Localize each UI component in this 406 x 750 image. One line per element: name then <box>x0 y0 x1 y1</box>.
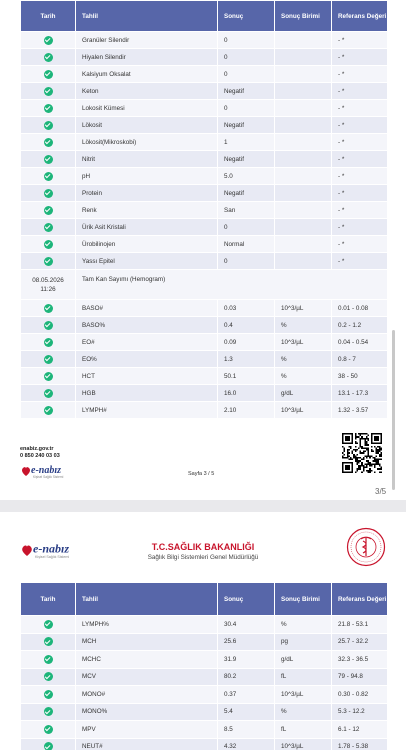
lab-results-table-page4 <box>20 582 388 750</box>
header-result: Sonuç <box>218 1 274 31</box>
status-cell <box>21 721 75 738</box>
header-date: Tarih <box>21 1 75 31</box>
status-cell <box>21 334 75 350</box>
check-circle-icon <box>44 223 53 232</box>
cell-ref: - * <box>332 202 387 218</box>
cell-result: 0 <box>218 253 274 269</box>
ministry-subtitle: Sağlık Bilgi Sistemleri Genel Müdürlüğü <box>147 554 259 561</box>
status-cell <box>21 134 75 150</box>
cell-unit: % <box>275 351 331 367</box>
cell-result: Negatif <box>218 83 274 99</box>
cell-unit: fL <box>275 721 331 738</box>
status-cell <box>21 32 75 48</box>
cell-ref: 0.2 - 1.2 <box>332 317 387 333</box>
check-circle-icon <box>44 304 53 313</box>
enabiz-logo-icon <box>20 463 84 479</box>
check-circle-icon <box>44 172 53 181</box>
cell-test: BASO% <box>76 317 217 333</box>
status-cell <box>21 634 75 651</box>
status-cell <box>21 49 75 65</box>
status-cell <box>21 117 75 133</box>
status-cell <box>21 253 75 269</box>
header-unit: Sonuç Birimi <box>275 583 331 615</box>
table-row <box>21 634 387 651</box>
status-cell <box>21 202 75 218</box>
status-cell <box>21 300 75 316</box>
status-cell <box>21 66 75 82</box>
cell-test: LYMPH# <box>76 402 217 418</box>
check-circle-icon <box>44 690 53 699</box>
table-row <box>21 334 387 350</box>
table-row <box>21 721 387 738</box>
cell-unit: % <box>275 317 331 333</box>
check-circle-icon <box>44 87 53 96</box>
cell-result: 30.4 <box>218 616 274 633</box>
status-cell <box>21 616 75 633</box>
table-row <box>21 185 387 201</box>
table-row <box>21 253 387 269</box>
cell-test: MONO% <box>76 704 217 721</box>
cell-test: Hiyalen Silendir <box>76 49 217 65</box>
group-time: 11:26 <box>40 285 56 293</box>
status-cell <box>21 236 75 252</box>
cell-unit <box>275 185 331 201</box>
cell-result: 0.03 <box>218 300 274 316</box>
table-row <box>21 151 387 167</box>
check-circle-icon <box>44 725 53 734</box>
cell-unit: pg <box>275 634 331 651</box>
cell-test: pH <box>76 168 217 184</box>
qr-code-icon <box>342 433 382 473</box>
check-circle-icon <box>44 372 53 381</box>
check-circle-icon <box>44 189 53 198</box>
cell-test: Granüler Silendir <box>76 32 217 48</box>
check-circle-icon <box>44 389 53 398</box>
cell-test: Lökosit(Mikroskobi) <box>76 134 217 150</box>
cell-test: Ürobilinojen <box>76 236 217 252</box>
cell-result: 16.0 <box>218 385 274 401</box>
table-row <box>21 385 387 401</box>
check-circle-icon <box>44 70 53 79</box>
check-circle-icon <box>44 672 53 681</box>
cell-test: MCV <box>76 669 217 686</box>
cell-ref: - * <box>332 185 387 201</box>
table-row <box>21 117 387 133</box>
cell-test: Protein <box>76 185 217 201</box>
check-circle-icon <box>44 53 53 62</box>
status-cell <box>21 151 75 167</box>
cell-unit <box>275 134 331 150</box>
cell-unit: % <box>275 368 331 384</box>
cell-result: 50.1 <box>218 368 274 384</box>
cell-result: 8.5 <box>218 721 274 738</box>
table-row <box>21 402 387 418</box>
cell-unit <box>275 219 331 235</box>
cell-result: 0 <box>218 49 274 65</box>
cell-result: Normal <box>218 236 274 252</box>
cell-test: BASO# <box>76 300 217 316</box>
cell-ref: - * <box>332 253 387 269</box>
cell-test: LYMPH% <box>76 616 217 633</box>
table-row <box>21 100 387 116</box>
table-row <box>21 134 387 150</box>
cell-test: HGB <box>76 385 217 401</box>
cell-result: 5.0 <box>218 168 274 184</box>
cell-test: Lökosit <box>76 117 217 133</box>
cell-result: 0.4 <box>218 317 274 333</box>
table-row <box>21 686 387 703</box>
table-row <box>21 669 387 686</box>
cell-result: Negatif <box>218 117 274 133</box>
logo-wordmark: e-nabız <box>33 541 69 556</box>
table-row <box>21 66 387 82</box>
cell-test: Yassı Epitel <box>76 253 217 269</box>
ministry-emblem-icon <box>346 527 386 567</box>
table-row <box>21 368 387 384</box>
table-row <box>21 83 387 99</box>
cell-unit: 10^3/µL <box>275 402 331 418</box>
cell-ref: 0.01 - 0.08 <box>332 300 387 316</box>
header-test: Tahlil <box>76 1 217 31</box>
check-circle-icon <box>44 620 53 629</box>
cell-ref: 25.7 - 32.2 <box>332 634 387 651</box>
footer-contact <box>20 446 84 484</box>
logo-wordmark: e-nabız <box>31 465 61 476</box>
check-circle-icon <box>44 637 53 646</box>
cell-ref: 1.32 - 3.57 <box>332 402 387 418</box>
check-circle-icon <box>44 257 53 266</box>
cell-test: Lokosit Kümesi <box>76 100 217 116</box>
cell-ref: 13.1 - 17.3 <box>332 385 387 401</box>
cell-result: Sarı <box>218 202 274 218</box>
check-circle-icon <box>44 104 53 113</box>
table-row <box>21 351 387 367</box>
footer-phone: 0 850 240 03 03 <box>20 453 60 459</box>
cell-ref: - * <box>332 83 387 99</box>
check-circle-icon <box>44 406 53 415</box>
cell-unit <box>275 236 331 252</box>
cell-ref: - * <box>332 134 387 150</box>
check-circle-icon <box>44 36 53 45</box>
status-cell <box>21 317 75 333</box>
cell-unit <box>275 151 331 167</box>
cell-test: Ürik Asit Kristali <box>76 219 217 235</box>
table-row <box>21 236 387 252</box>
status-cell <box>21 402 75 418</box>
cell-test: Kalsiyum Oksalat <box>76 66 217 82</box>
cell-ref: - * <box>332 219 387 235</box>
cell-ref: - * <box>332 151 387 167</box>
cell-unit: fL <box>275 669 331 686</box>
cell-unit: 10^3/µL <box>275 334 331 350</box>
cell-ref: - * <box>332 168 387 184</box>
check-circle-icon <box>44 121 53 130</box>
check-circle-icon <box>44 338 53 347</box>
cell-test: MONO# <box>76 686 217 703</box>
cell-result: 31.9 <box>218 651 274 668</box>
status-cell <box>21 100 75 116</box>
cell-test: Nitrit <box>76 151 217 167</box>
check-circle-icon <box>44 240 53 249</box>
page-label: Sayfa 3 / 5 <box>188 471 215 477</box>
status-cell <box>21 219 75 235</box>
cell-result: 25.6 <box>218 634 274 651</box>
cell-result: Negatif <box>218 151 274 167</box>
check-circle-icon <box>44 742 53 750</box>
status-cell <box>21 686 75 703</box>
cell-result: 0 <box>218 219 274 235</box>
enabiz-logo-small <box>20 463 84 484</box>
status-cell <box>21 351 75 367</box>
header-ref: Referans Değeri <box>332 1 387 31</box>
status-cell <box>21 168 75 184</box>
cell-unit <box>275 66 331 82</box>
cell-result: 4.32 <box>218 739 274 750</box>
check-circle-icon <box>44 155 53 164</box>
table-row <box>21 739 387 750</box>
cell-unit: 10^3/µL <box>275 739 331 750</box>
cell-ref: 32.3 - 36.5 <box>332 651 387 668</box>
cell-unit: g/dL <box>275 651 331 668</box>
header-date: Tarih <box>21 583 75 615</box>
cell-result: 0.37 <box>218 686 274 703</box>
status-cell <box>21 83 75 99</box>
header-ref: Referans Değeri <box>332 583 387 615</box>
cell-result: Negatif <box>218 185 274 201</box>
cell-test: HCT <box>76 368 217 384</box>
logo-tagline: Kişisel Sağlık Sistemi <box>33 475 64 479</box>
cell-unit <box>275 100 331 116</box>
status-cell <box>21 651 75 668</box>
cell-ref: 21.8 - 53.1 <box>332 616 387 633</box>
lab-results-table-page3 <box>20 0 388 419</box>
cell-test: NEUT# <box>76 739 217 750</box>
cell-ref: 6.1 - 12 <box>332 721 387 738</box>
cell-test: MCHC <box>76 651 217 668</box>
cell-result: 80.2 <box>218 669 274 686</box>
table-row <box>21 168 387 184</box>
logo-tagline: Kişisel Sağlık Sistemi <box>35 555 70 559</box>
cell-test: Renk <box>76 202 217 218</box>
cell-unit: 10^3/µL <box>275 300 331 316</box>
pdf-page-4 <box>0 512 406 750</box>
cell-unit: g/dL <box>275 385 331 401</box>
cell-test: MCH <box>76 634 217 651</box>
table-row <box>21 32 387 48</box>
cell-result: 0.09 <box>218 334 274 350</box>
table-row <box>21 49 387 65</box>
header-unit: Sonuç Birimi <box>275 1 331 31</box>
ministry-title: T.C.SAĞLIK BAKANLIĞI <box>151 542 255 552</box>
cell-unit <box>275 32 331 48</box>
check-circle-icon <box>44 655 53 664</box>
cell-ref: - * <box>332 66 387 82</box>
cell-ref: 38 - 50 <box>332 368 387 384</box>
cell-test: EO% <box>76 351 217 367</box>
cell-unit <box>275 168 331 184</box>
cell-test: MPV <box>76 721 217 738</box>
cell-unit <box>275 83 331 99</box>
cell-result: 0 <box>218 66 274 82</box>
cell-result: 5.4 <box>218 704 274 721</box>
status-cell <box>21 385 75 401</box>
cell-ref: 0.8 - 7 <box>332 351 387 367</box>
table-row <box>21 219 387 235</box>
cell-unit <box>275 49 331 65</box>
cell-ref: - * <box>332 49 387 65</box>
cell-test: EO# <box>76 334 217 350</box>
page-counter: 3/5 <box>375 487 387 496</box>
footer-site[interactable]: enabiz.gov.tr <box>20 446 54 452</box>
cell-result: 1 <box>218 134 274 150</box>
status-cell <box>21 739 75 750</box>
cell-unit <box>275 117 331 133</box>
table-row <box>21 651 387 668</box>
header-test: Tahlil <box>76 583 217 615</box>
table-row <box>21 616 387 633</box>
group-date: 08.05.2026 <box>32 276 64 284</box>
cell-result: 2.10 <box>218 402 274 418</box>
cell-unit: 10^3/µL <box>275 686 331 703</box>
cell-ref: - * <box>332 100 387 116</box>
cell-unit: % <box>275 704 331 721</box>
status-cell <box>21 368 75 384</box>
cell-result: 0 <box>218 100 274 116</box>
check-circle-icon <box>44 206 53 215</box>
check-circle-icon <box>44 321 53 330</box>
table-row <box>21 300 387 316</box>
cell-result: 1.3 <box>218 351 274 367</box>
group-date-cell <box>21 270 75 299</box>
check-circle-icon <box>44 707 53 716</box>
cell-ref: 5.3 - 12.2 <box>332 704 387 721</box>
cell-result: 0 <box>218 32 274 48</box>
cell-ref: - * <box>332 117 387 133</box>
cell-unit <box>275 202 331 218</box>
status-cell <box>21 704 75 721</box>
table-row <box>21 704 387 721</box>
status-cell <box>21 669 75 686</box>
cell-unit <box>275 253 331 269</box>
cell-ref: - * <box>332 236 387 252</box>
cell-ref: - * <box>332 32 387 48</box>
cell-ref: 0.04 - 0.54 <box>332 334 387 350</box>
header-result: Sonuç <box>218 583 274 615</box>
cell-ref: 0.30 - 0.82 <box>332 686 387 703</box>
table-row <box>21 202 387 218</box>
cell-ref: 1.78 - 5.38 <box>332 739 387 750</box>
check-circle-icon <box>44 138 53 147</box>
group-name: Tam Kan Sayımı (Hemogram) <box>76 270 387 299</box>
status-cell <box>21 185 75 201</box>
cell-test: Keton <box>76 83 217 99</box>
check-circle-icon <box>44 355 53 364</box>
cell-unit: % <box>275 616 331 633</box>
table-row <box>21 317 387 333</box>
scrollbar[interactable] <box>392 330 395 490</box>
cell-ref: 79 - 94.8 <box>332 669 387 686</box>
